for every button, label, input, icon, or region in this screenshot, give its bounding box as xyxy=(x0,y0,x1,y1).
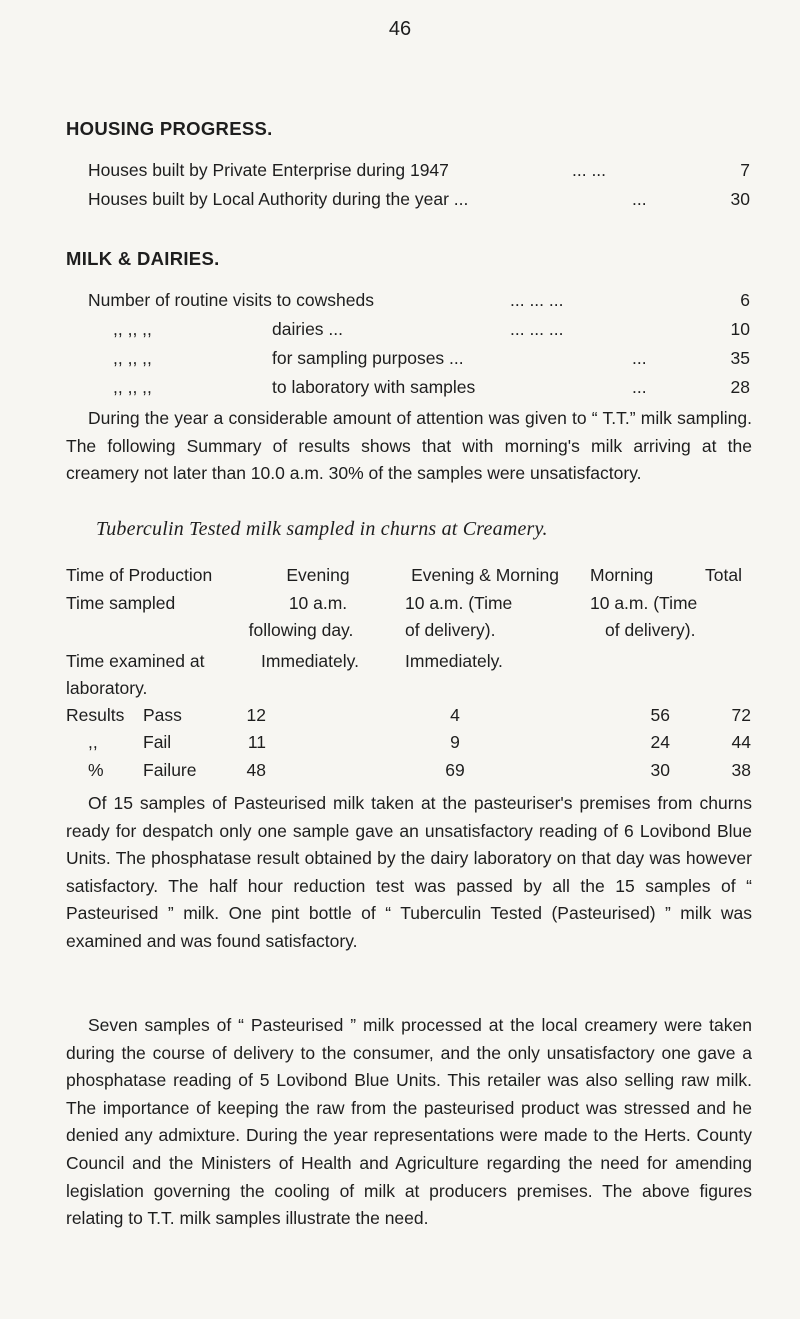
cell-total-failure: 38 xyxy=(731,760,751,780)
row-label: to laboratory with samples xyxy=(272,377,476,397)
leader-dots: ... xyxy=(632,377,647,397)
cell-morning-failure: 30 xyxy=(650,760,670,780)
leader-dots: ... xyxy=(632,189,647,209)
ditto-marks: ,, ,, ,, xyxy=(113,377,152,397)
col-total-production: Total xyxy=(705,565,742,585)
row-label: Houses built by Local Authority during the year ... xyxy=(88,189,469,209)
section-heading-milk: MILK & DAIRIES. xyxy=(66,248,220,269)
leader-dots: ... ... ... xyxy=(510,319,564,339)
table-title: Tuberculin Tested milk sampled in churns at Creamery. xyxy=(96,518,548,540)
col-morning-production: Morning xyxy=(590,565,654,585)
col-morning-sampled-2: of delivery). xyxy=(605,620,696,640)
label-results: Results xyxy=(66,705,125,725)
ditto-marks: ,, ,, ,, xyxy=(113,348,152,368)
col-evening-morning-sampled: 10 a.m. (Time xyxy=(405,593,513,613)
row-label: Number of routine visits to cowsheds xyxy=(88,290,374,310)
col-evening-examined: Immediately. xyxy=(261,651,359,671)
housing-row xyxy=(88,189,468,210)
cell-morning-fail: 24 xyxy=(650,732,670,752)
milk-row xyxy=(88,290,374,311)
row-value: 35 xyxy=(730,348,750,368)
col-evening-sampled: 10 a.m. xyxy=(288,593,348,613)
leader-dots: ... ... xyxy=(572,160,607,180)
cell-total-pass: 72 xyxy=(731,705,751,725)
ditto-marks: ,, ,, ,, xyxy=(113,319,152,339)
cell-evening-failure: 48 xyxy=(246,760,266,780)
page-number: 46 xyxy=(388,18,412,40)
label-time-of-production: Time of Production xyxy=(66,565,213,585)
cell-evening-morning-fail: 9 xyxy=(450,732,460,752)
leader-dots: ... xyxy=(632,348,647,368)
paragraph-retailer-samples: Seven samples of “ Pasteurised ” milk processed at the local creamery were taken during the course of delivery to the consumer, and the only unsatisfactory one gave a phosphatase reading of 5 Lovibond Blue Units. This retailer was also selling raw milk. The importance of keeping the raw from the pasteurised product was stressed and he denied any admixture. During the year representations were made to the Herts. County Council and the Ministers of Health and Agriculture regarding the need for amending legislation governing the cooling of milk at producers premises. The above figures relating to T.T. milk samples illustrate the need. xyxy=(66,1015,752,1229)
row-label: Houses built by Private Enterprise during 1947 xyxy=(88,160,449,180)
label-failure: Failure xyxy=(143,760,197,780)
row-value: 10 xyxy=(730,319,750,339)
cell-evening-fail: 11 xyxy=(247,732,266,752)
paragraph-tt-sampling: During the year a considerable amount of attention was given to “ T.T.” milk sampling. The following Summary of results shows that with morning's milk arriving at the creamery not later than 10.0 a.m. 30% of the samples were unsatisfactory. xyxy=(66,408,752,484)
section-heading-housing: HOUSING PROGRESS. xyxy=(66,118,273,139)
paragraph-pasteurised-samples: Of 15 samples of Pasteurised milk taken at the pasteuriser's premises from churns ready for despatch only one sample gave an unsatisfactory reading of 6 Lovibond Blue Units. The phosphatase result obtained by the dairy laboratory on that day was however satisfactory. The half hour reduction test was passed by all the 15 samples of “ Pasteurised ” milk. One pint bottle of “ Tuberculin Tested (Pasteurised) ” milk was examined and was found satisfactory. xyxy=(66,793,752,951)
label-time-examined: Time examined at xyxy=(66,651,205,671)
cell-evening-morning-pass: 4 xyxy=(450,705,460,725)
row-label: for sampling purposes ... xyxy=(272,348,464,368)
leader-dots: ... ... ... xyxy=(510,290,564,310)
col-evening-sampled-2: following day. xyxy=(248,620,354,640)
label-laboratory: laboratory. xyxy=(66,678,148,698)
row-label: dairies ... xyxy=(272,319,343,339)
col-morning-sampled: 10 a.m. (Time xyxy=(590,593,698,613)
row-value: 30 xyxy=(730,189,750,209)
row-value: 6 xyxy=(740,290,750,310)
row-value: 7 xyxy=(740,160,750,180)
cell-morning-pass: 56 xyxy=(650,705,670,725)
label-fail: Fail xyxy=(143,732,172,752)
cell-evening-morning-failure: 69 xyxy=(445,760,465,780)
housing-row xyxy=(88,160,449,181)
col-evening-production: Evening xyxy=(286,565,350,585)
ditto-mark: ,, xyxy=(88,732,98,752)
cell-total-fail: 44 xyxy=(731,732,751,752)
col-evening-morning-sampled-2: of delivery). xyxy=(405,620,496,640)
row-value: 28 xyxy=(730,377,750,397)
label-percent-symbol: % xyxy=(88,760,104,780)
col-evening-morning-production: Evening & Morning xyxy=(411,565,559,585)
label-time-sampled: Time sampled xyxy=(66,593,176,613)
col-evening-morning-examined: Immediately. xyxy=(405,651,503,671)
cell-evening-pass: 12 xyxy=(246,705,266,725)
label-pass: Pass xyxy=(143,705,182,725)
